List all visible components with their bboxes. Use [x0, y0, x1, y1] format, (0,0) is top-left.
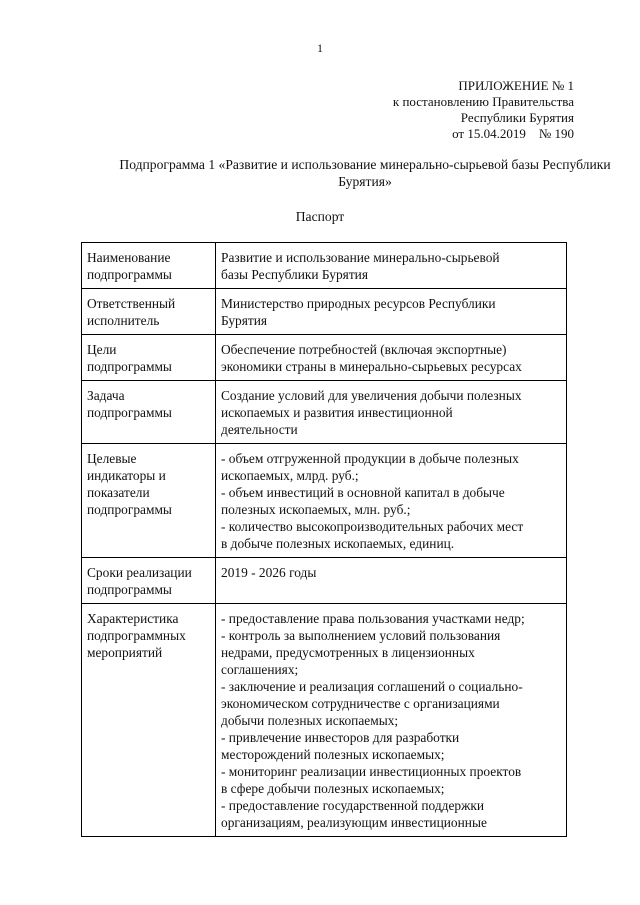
cell-line: показатели	[87, 485, 150, 500]
table-row	[82, 335, 567, 381]
attachment-line: ПРИЛОЖЕНИЕ № 1	[458, 78, 574, 93]
cell-line: - объем отгруженной продукции в добыче полезных	[221, 451, 519, 466]
cell-line: ископаемых и развития инвестиционной	[221, 405, 453, 420]
cell-line: Наименование	[87, 250, 171, 265]
cell-line: организациям, реализующим инвестиционные	[221, 815, 487, 830]
page-number: 1	[317, 41, 323, 55]
cell-line: - объем инвестиций в основной капитал в добыче	[221, 485, 505, 500]
row-value-cell	[216, 381, 567, 444]
passport-table-body	[82, 243, 567, 837]
passport-table	[81, 242, 567, 837]
document-title: Паспорт	[295, 209, 345, 224]
cell-line: - привлечение инвесторов для разработки	[221, 730, 460, 745]
row-label-cell	[82, 604, 216, 837]
cell-line: Целевые	[87, 451, 137, 466]
row-label-cell	[82, 444, 216, 558]
cell-line: - контроль за выполнением условий пользования	[221, 628, 501, 643]
attachment-line: к постановлению Правительства	[392, 94, 574, 109]
cell-line: - предоставление государственной поддержки	[221, 798, 485, 813]
cell-line: Создание условий для увеличения добычи полезных	[221, 388, 522, 403]
cell-line: Ответственный	[87, 296, 176, 311]
cell-line: Цели	[87, 342, 117, 357]
row-label-cell	[82, 289, 216, 335]
cell-line: мероприятий	[87, 645, 163, 660]
row-label-cell	[82, 243, 216, 289]
row-value-cell	[216, 243, 567, 289]
cell-line: месторождений полезных ископаемых;	[221, 747, 445, 762]
row-label-cell	[82, 335, 216, 381]
cell-line: недрами, предусмотренных в лицензионных	[221, 645, 475, 660]
cell-line: подпрограммы	[87, 405, 172, 420]
cell-line: ископаемых, млрд. руб.;	[221, 468, 359, 483]
cell-line: подпрограммы	[87, 502, 172, 517]
cell-line: Министерство природных ресурсов Республики	[221, 296, 496, 311]
cell-line: в добыче полезных ископаемых, единиц.	[221, 536, 455, 551]
row-value-cell	[216, 558, 567, 604]
cell-line: - мониторинг реализации инвестиционных проектов	[221, 764, 522, 779]
cell-line: Обеспечение потребностей (включая экспортные)	[221, 342, 507, 357]
table-row	[82, 381, 567, 444]
table-row	[82, 604, 567, 837]
cell-line: исполнитель	[87, 313, 160, 328]
row-value-cell	[216, 604, 567, 837]
cell-line: подпрограммы	[87, 359, 172, 374]
cell-line: в сфере добычи полезных ископаемых;	[221, 781, 445, 796]
attachment-block	[393, 78, 574, 142]
row-value-cell	[216, 444, 567, 558]
row-value-cell	[216, 335, 567, 381]
cell-line: - количество высокопроизводительных рабочих мест	[221, 519, 524, 534]
attachment-date-number: от 15.04.2019 № 190	[452, 126, 574, 141]
row-value-cell	[216, 289, 567, 335]
cell-line: деятельности	[221, 422, 298, 437]
cell-line: 2019 - 2026 годы	[221, 565, 317, 580]
table-row	[82, 289, 567, 335]
table-row	[82, 558, 567, 604]
cell-line: - заключение и реализация соглашений о социально-	[221, 679, 523, 694]
cell-line: - предоставление права пользования участками недр;	[221, 611, 525, 626]
cell-line: добычи полезных ископаемых;	[221, 713, 399, 728]
row-label-cell	[82, 381, 216, 444]
table-row	[82, 243, 567, 289]
attachment-line: Республики Бурятия	[460, 110, 574, 125]
cell-line: подпрограммы	[87, 582, 172, 597]
cell-line: индикаторы и	[87, 468, 166, 483]
table-row	[82, 444, 567, 558]
cell-line: Развитие и использование минерально-сырьевой	[221, 250, 500, 265]
cell-line: базы Республики Бурятия	[221, 267, 368, 282]
cell-line: экономическом сотрудничестве с организациями	[221, 696, 500, 711]
cell-line: подпрограммных	[87, 628, 186, 643]
cell-line: полезных ископаемых, млн. руб.;	[221, 502, 411, 517]
cell-line: Задача	[87, 388, 125, 403]
cell-line: Бурятия	[221, 313, 268, 328]
cell-line: экономики страны в минерально-сырьевых ресурсах	[221, 359, 522, 374]
cell-line: подпрограммы	[87, 267, 172, 282]
cell-line: Сроки реализации	[87, 565, 192, 580]
cell-line: соглашениях;	[221, 662, 299, 677]
cell-line: Характеристика	[87, 611, 179, 626]
subprogram-title: Подпрограмма 1 «Развитие и использование минерально-сырьевой базы Республики Бурятия»	[119, 157, 611, 189]
row-label-cell	[82, 558, 216, 604]
